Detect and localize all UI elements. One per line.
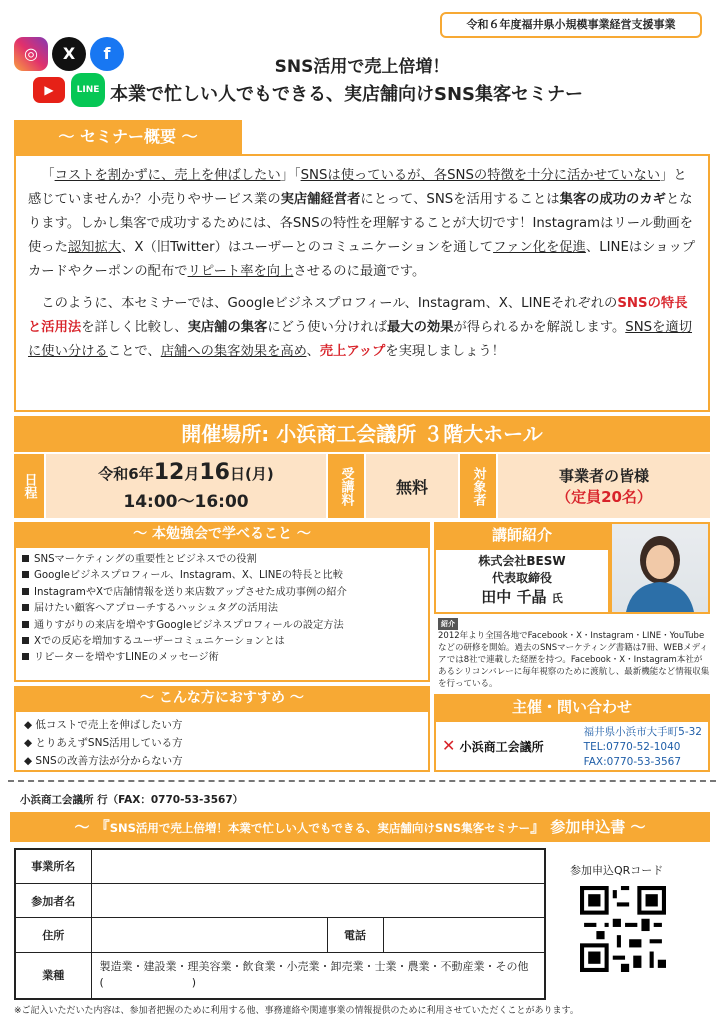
x-icon: X [52, 37, 86, 71]
privacy-footnote: ※ご記入いただいた内容は、参加者把握のために利用する他、事務連絡や関連事業の情報提供のために利用させていただくことがあります。 [14, 1006, 579, 1016]
overview-paragraph-2 [28, 292, 696, 364]
phone-label: 電話 [327, 918, 383, 952]
learn-item-text: Xでの反応を増加するユーザーコミュニケーションとは [34, 636, 285, 648]
contact-address: 福井県小浜市大手町5-32 [583, 726, 702, 738]
bullet-icon [22, 555, 29, 562]
overview-text-run: 」と感じていませんか？小売りやサービス業の [28, 168, 687, 207]
overview-text-run: 認知拡大 [67, 240, 122, 255]
industry-options[interactable]: 製造業・建設業・理美容業・飲食業・小売業・卸売業・士業・農業・不動産業・その他( ) [91, 952, 545, 999]
recommend-heading: ～ こんな方におすすめ ～ [14, 686, 430, 710]
date-day-unit: 日(月) [229, 465, 274, 483]
facebook-icon: f [90, 37, 124, 71]
bullet-icon [22, 637, 29, 644]
target-value [498, 454, 710, 518]
overview-text-run: 」「 [280, 168, 301, 183]
list-item [22, 634, 422, 650]
list-item [22, 618, 422, 634]
overview-text-run: 「 [41, 168, 55, 183]
learn-item-text: リピーターを増やすLINEのメッセージ術 [34, 652, 219, 664]
overview-text-run: SNSを適切に使い分ける [28, 320, 693, 359]
date-prefix: 令和6年 [98, 465, 154, 483]
recommend-item-text: SNSの改善方法が分からない方 [35, 755, 183, 767]
overview-text-run: を実現しましょう！ [385, 344, 505, 359]
phone-field[interactable] [383, 918, 545, 952]
application-title-bar [10, 812, 710, 842]
qr-code-icon[interactable] [580, 886, 666, 972]
overview-text-run: ファン化を促進 [493, 240, 586, 255]
contact-details [584, 725, 702, 770]
overview-text-run: 実店舗経営者 [280, 192, 361, 207]
overview-text-run: SNSは使っているが、各SNSの特徴を十分に活かせていない [300, 168, 661, 183]
instructor-honorific: 氏 [551, 592, 563, 605]
seminar-title-line1: SNS活用で売上倍増！ [274, 57, 450, 77]
overview-text-run: SNSの特長と活用法 [28, 296, 688, 335]
list-item [24, 734, 420, 752]
cut-line [8, 780, 716, 782]
contact-tel[interactable]: TEL:0770-52-1040 [583, 741, 681, 753]
overview-text-run: となります。しかし集客で成功するためには、各SNSの特性を理解することが大切です！Instagramはリール動画を使った [28, 192, 693, 255]
contact-box [434, 720, 710, 772]
instructor-name: 田中 千晶 [481, 588, 547, 606]
instructor-bio: 2012年より全国各地でFacebook・X・Instagram・LINE・YouTubeなどの研修を開始。過去のSNSマーケティング書籍は7冊、WEBメディアでは8社で連載した経歴を持つ。Facebook・X・Instagram本社があるシリコンバレーに毎年視察のために渡航し、最新機能など情報収集を行っている。 [438, 631, 710, 689]
overview-text-run: にとって、SNSを活用することは [360, 192, 560, 207]
overview-text-run: させるのに最適です。 [293, 264, 426, 279]
recommend-list [14, 710, 430, 772]
recommend-item-text: 低コストで売上を伸ばしたい方 [35, 719, 183, 731]
overview-heading: ～ セミナー概要 ～ [14, 120, 242, 154]
office-field[interactable] [91, 849, 545, 883]
bullet-icon [22, 604, 29, 611]
fee-label: 受講料 [328, 454, 364, 518]
learn-item-text: SNSマーケティングの重要性とビジネスでの役割 [34, 554, 257, 565]
youtube-icon: ▶ [33, 77, 65, 103]
list-item [24, 752, 420, 770]
date-day: 16 [199, 460, 230, 485]
bullet-icon [22, 571, 29, 578]
overview-text-run: 最大の効果 [387, 320, 454, 335]
diamond-bullet-icon: ◆ [24, 737, 36, 749]
list-item [22, 650, 422, 666]
target-label: 対象者 [460, 454, 496, 518]
app-bar-suffix: 』 参加申込書 ～ [530, 818, 646, 836]
instructor-heading: 講師紹介 [434, 522, 610, 548]
instructor-box [434, 548, 610, 614]
overview-text-run: にどう使い分ければ [267, 320, 388, 335]
list-item [22, 552, 422, 568]
overview-text-run: が得られるかを解説します。 [453, 320, 626, 335]
overview-text-run: リピート率を向上 [187, 264, 294, 279]
address-field[interactable] [91, 918, 327, 952]
participant-field[interactable] [91, 883, 545, 917]
overview-text-run: 集客の成功のカギ [559, 192, 666, 207]
address-label: 住所 [15, 918, 91, 952]
learn-item-text: 届けたい顧客へアプローチするハッシュタグの活用法 [34, 603, 278, 615]
diamond-bullet-icon: ◆ [24, 755, 36, 767]
instructor-intro-tag: 紹介 [438, 618, 458, 630]
list-item [22, 568, 422, 584]
diamond-bullet-icon: ◆ [24, 719, 36, 731]
app-bar-prefix: ～ 『 [74, 818, 110, 836]
contact-heading: 主催・問い合わせ [434, 694, 710, 720]
overview-text-run: 売上アップ [319, 344, 386, 359]
date-value [46, 454, 326, 518]
venue-banner: 開催場所: 小浜商工会議所 ３階大ホール [14, 416, 710, 452]
fax-destination: 小浜商工会議所 行（FAX：0770-53-3567） [20, 794, 244, 806]
date-label: 日程 [14, 454, 44, 518]
learn-item-text: InstagramやXで店舗情報を送り来店数アップさせた成功事例の紹介 [34, 586, 347, 598]
list-item [24, 716, 420, 734]
overview-text-run: 、LINEはショップカードやクーポンの配布で [28, 240, 696, 279]
overview-paragraph-1 [28, 164, 696, 284]
overview-text-run: 店舗への集客効果を高め [160, 344, 307, 359]
capacity: （定員20名） [556, 488, 652, 506]
organizer-name: 小浜商工会議所 [459, 740, 544, 754]
overview-text-run: 実店舗の集客 [187, 320, 268, 335]
overview-text-run: を詳しく比較し、 [81, 320, 188, 335]
contact-fax: FAX:0770-53-3567 [583, 756, 682, 768]
learn-item-text: Googleビジネスプロフィール、Instagram、X、LINEの特長と比較 [34, 570, 343, 582]
bullet-icon [22, 621, 29, 628]
learn-heading: ～ 本勉強会で学べること ～ [14, 522, 430, 546]
seminar-title-line2: 本業で忙しい人でもできる、実店舗向けSNS集客セミナー [110, 84, 583, 105]
overview-text-run: 、 [306, 344, 320, 359]
office-label: 事業所名 [15, 849, 91, 883]
instructor-photo [610, 522, 710, 614]
overview-text-run: 、X（旧Twitter）はユーザーとのコミュニケーションを通して [121, 240, 494, 255]
participant-label: 参加者名 [15, 883, 91, 917]
date-month: 12 [153, 460, 185, 485]
learn-list [14, 546, 430, 682]
time-value: 14:00～16:00 [123, 492, 249, 512]
program-badge: 令和６年度福井県小規模事業経営支援事業 [440, 12, 702, 38]
recommend-item-text: とりあえずSNS活用している方 [35, 737, 183, 749]
app-bar-title: SNS活用で売上倍増！本業で忙しい人でもできる、実店舗向けSNS集客セミナー [109, 821, 531, 835]
bullet-icon [22, 653, 29, 660]
instructor-role: 代表取締役 [491, 571, 552, 585]
industry-label: 業種 [15, 952, 91, 999]
overview-text-run: このように、本セミナーでは、Googleビジネスプロフィール、Instagram、X、LINEそれぞれの [41, 296, 618, 311]
list-item [22, 585, 422, 601]
application-form [14, 848, 546, 1000]
instructor-company: 株式会社BESW [478, 554, 566, 568]
chamber-logo-icon: ✕ [442, 736, 456, 755]
date-month-unit: 月 [184, 465, 200, 483]
instagram-icon: ◎ [14, 37, 48, 71]
list-item [22, 601, 422, 617]
overview-text-run: ことで、 [107, 344, 161, 359]
organizer-logo [442, 736, 544, 755]
overview-box [14, 154, 710, 412]
fee-value: 無料 [366, 454, 458, 518]
overview-text-run: コストを割かずに、売上を伸ばしたい [54, 168, 281, 183]
qr-label: 参加申込QRコード [570, 864, 664, 877]
learn-item-text: 通りすがりの来店を増やすGoogleビジネスプロフィールの設定方法 [34, 619, 344, 631]
target-audience: 事業者の皆様 [558, 467, 649, 485]
bullet-icon [22, 588, 29, 595]
line-icon: LINE [71, 73, 105, 107]
